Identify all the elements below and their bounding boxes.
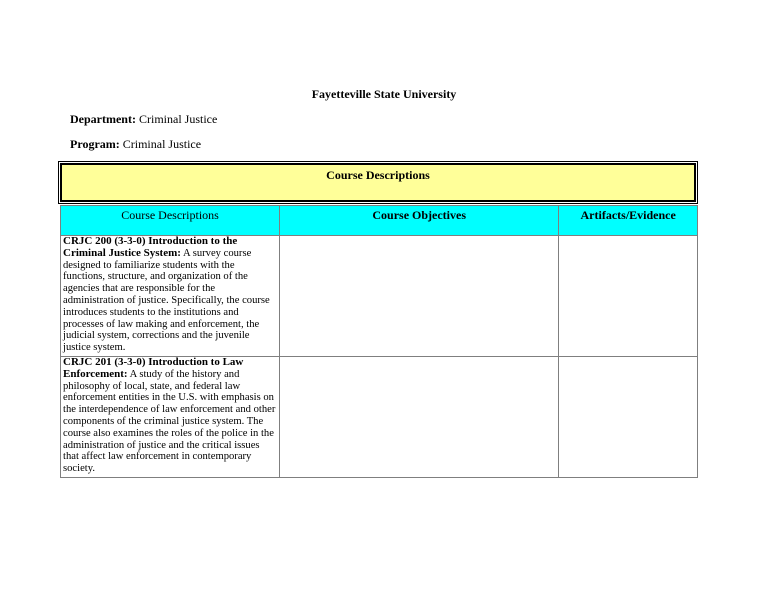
department-label: Department: <box>70 112 136 126</box>
artifacts-evidence-cell <box>559 357 698 478</box>
course-description-cell <box>61 236 280 357</box>
course-table <box>60 205 698 478</box>
banner-title: Course Descriptions <box>326 168 430 182</box>
header-course-descriptions: Course Descriptions <box>61 206 280 236</box>
course-description-cell <box>61 357 280 478</box>
course-description-text: A study of the history and philosophy of local, state, and federal law enforcement entities in the U.S. with emphasis on the interdependence of law enforcement and other components of the criminal justice system. The course also examines the roles of the police in the administration of justice and the critical issues that affect law enforcement in contemporary society. <box>63 368 276 475</box>
course-descriptions-banner <box>60 163 696 202</box>
department-value: Criminal Justice <box>138 112 218 126</box>
course-objectives-cell <box>280 236 559 357</box>
table-header-row <box>61 206 698 236</box>
course-objectives-cell <box>280 357 559 478</box>
program-label: Program: <box>70 137 120 151</box>
department-line <box>70 112 217 126</box>
header-course-objectives: Course Objectives <box>280 206 559 236</box>
document-title: Fayetteville State University <box>311 87 457 101</box>
table-row <box>61 236 698 357</box>
course-code: CRJC 201 (3-3-0) Introduction to Law Enforcement: <box>63 356 244 380</box>
program-value: Criminal Justice <box>122 137 202 151</box>
program-line <box>70 137 201 151</box>
course-description-text: A survey course designed to familiarize students with the functions, structure, and organization of the agencies that are responsible for the administration of justice. Specifically, the course introduces students to the institutions and processes of law making and enforcement, the judicial system, corrections and the juvenile justice system. <box>63 247 270 354</box>
course-code: CRJC 200 (3-3-0) Introduction to the Criminal Justice System: <box>63 235 238 259</box>
table-row <box>61 357 698 478</box>
artifacts-evidence-cell <box>559 236 698 357</box>
header-artifacts-evidence: Artifacts/Evidence <box>559 206 698 236</box>
